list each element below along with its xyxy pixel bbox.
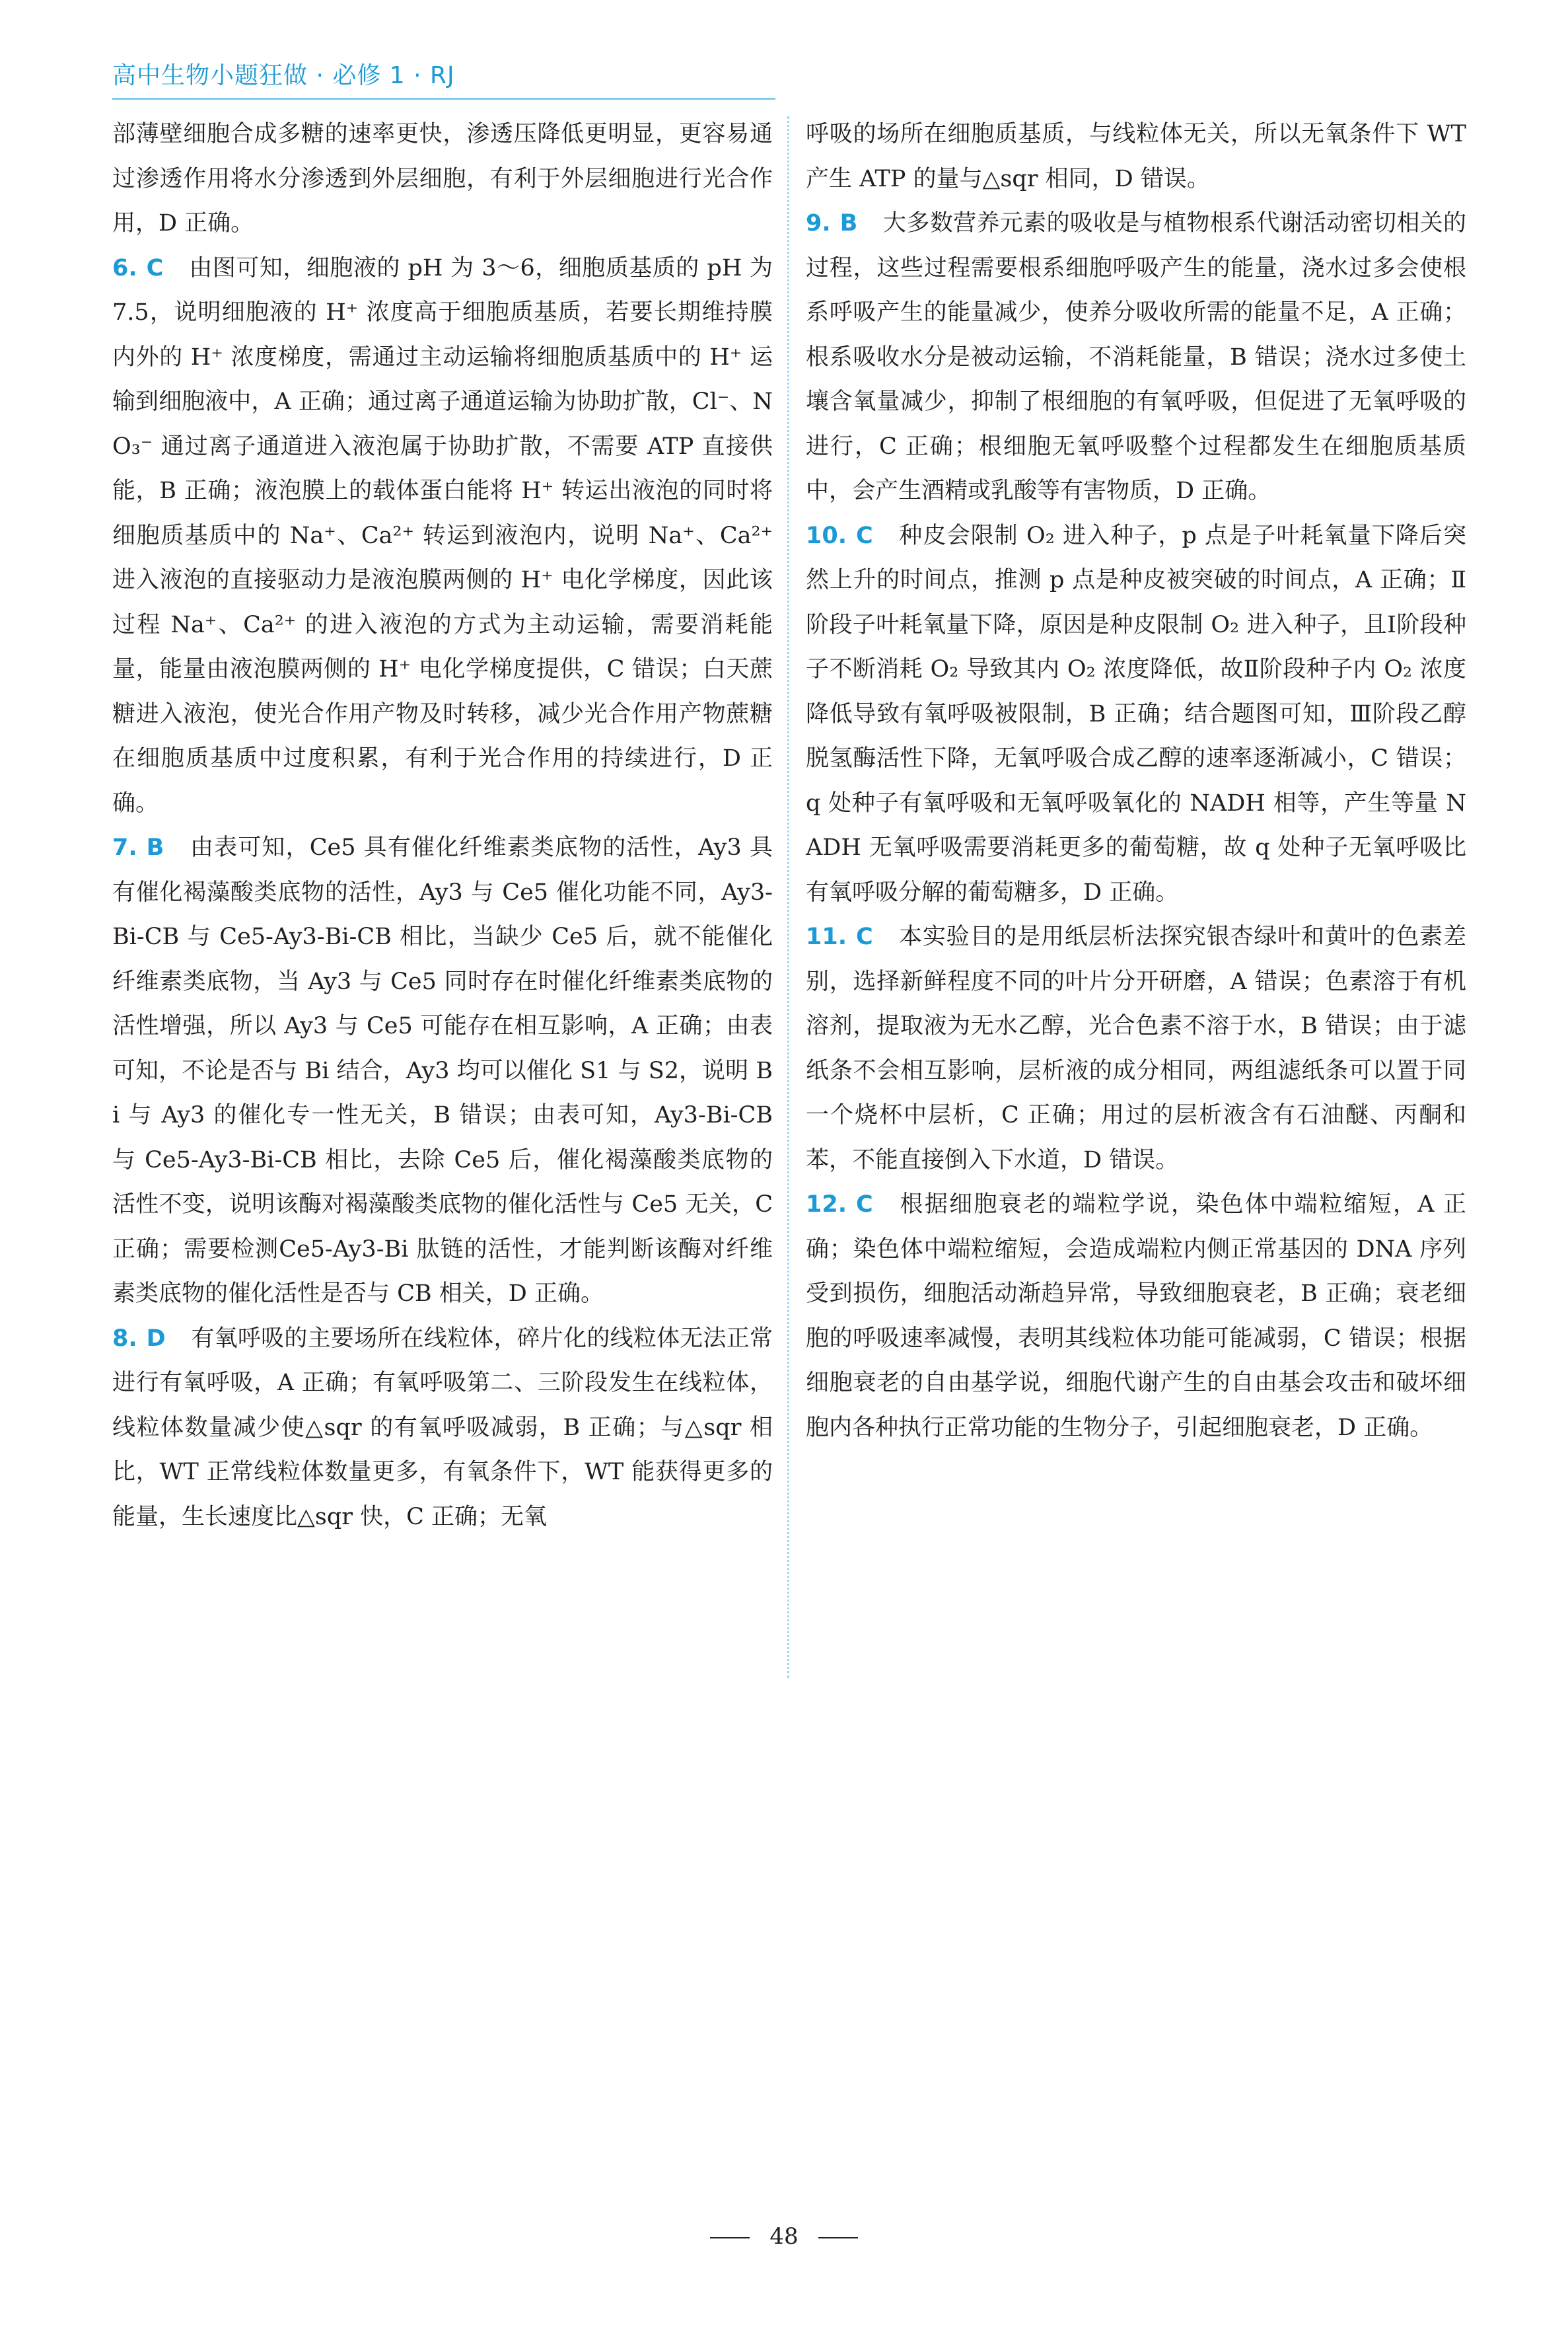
explanation-text: 由表可知，Ce5 具有催化纤维素类底物的活性，Ay3 具有催化褐藻酸类底物的活性，Ay3 与 Ce5 催化功能不同，Ay3-Bi-CB 与 Ce5-Ay3-Bi-CB 相比，当缺少 Ce5 后，就不能催化纤维素类底物，当 Ay3 与 Ce5 同时存在时催化纤维素类底物的活性增强，所以 Ay3 与 Ce5 可能存在相互影响，A 正确；由表可知，不论是否与 Bi 结合，Ay3 均可以催化 S1 与 S2，说明 Bi 与 Ay3 的催化专一性无关，B 错误；由表可知，Ay3-Bi-CB 与 Ce5-Ay3-Bi-CB 相比，去除 Ce5 后，催化褐藻酸类底物的活性不变，说明该酶对褐藻酸类底物的催化活性与 Ce5 无关，C 正确；需要检测Ce5-Ay3-Bi 肽链的活性，才能判断该酶对纤维素类底物的催化活性是否与 CB 相关，D 正确。 [112,834,773,1307]
explanation-text: 根据细胞衰老的端粒学说，染色体中端粒缩短，A 正确；染色体中端粒缩短，会造成端粒内侧正常基因的 DNA 序列受到损伤，细胞活动渐趋异常，导致细胞衰老，B 正确；衰老细胞的呼吸速率减慢，表明其线粒体功能可能减弱，C 错误；根据细胞衰老的自由基学说，细胞代谢产生的自由基会攻击和破坏细胞内各种执行正常功能的生物分子，引起细胞衰老，D 正确。 [806,1191,1466,1441]
answer-letter: C [856,522,873,549]
left-column [112,112,773,1539]
continued-text: 呼吸的场所在细胞质基质，与线粒体无关，所以无氧条件下 WT 产生 ATP 的量与△sqr 相同，D 错误。 [806,121,1466,192]
question-number: 9. [806,210,831,237]
answer-item-10 [806,514,1466,916]
answer-letter: B [839,210,858,237]
answer-letter: C [146,254,164,281]
explanation-text: 大多数营养元素的吸收是与植物根系代谢活动密切相关的过程，这些过程需要根系细胞呼吸产生的能量，浇水过多会使根系呼吸产生的能量减少，使养分吸收所需的能量不足，A 正确；根系吸收水分是被动运输，不消耗能量，B 错误；浇水过多使土壤含氧量减少，抑制了根细胞的有氧呼吸，但促进了无氧呼吸的进行，C 正确；根细胞无氧呼吸整个过程都发生在细胞质基质中，会产生酒精或乳酸等有害物质，D 正确。 [806,210,1466,504]
header-rule [112,98,775,100]
right-column [806,112,1466,1450]
answer-letter: D [146,1325,166,1352]
footer-dash-left [710,2237,750,2238]
question-number: 12. [806,1191,847,1218]
answer-letter: B [146,834,164,861]
answer-item-7 [112,826,773,1317]
book-title: 高中生物小题狂做 · 必修 1 · RJ [112,62,455,89]
question-number: 6. [112,254,137,281]
explanation-text: 本实验目的是用纸层析法探究银杏绿叶和黄叶的色素差别，选择新鲜程度不同的叶片分开研磨，A 错误；色素溶于有机溶剂，提取液为无水乙醇，光合色素不溶于水，B 错误；由于滤纸条不会相互影响，层析液的成分相同，两组滤纸条可以置于同一个烧杯中层析，C 正确；用过的层析液含有石油醚、丙酮和苯，不能直接倒入下水道，D 错误。 [806,924,1466,1173]
question-number: 7. [112,834,137,861]
question-number: 11. [806,924,847,950]
answer-item-8 [112,1317,773,1540]
page-footer [0,2220,1568,2253]
answer-item-11 [806,915,1466,1183]
explanation-text: 由图可知，细胞液的 pH 为 3～6，细胞质基质的 pH 为 7.5，说明细胞液的 H⁺ 浓度高于细胞质基质，若要长期维持膜内外的 H⁺ 浓度梯度，需通过主动运输将细胞质基质中的 H⁺ 运输到细胞液中，A 正确；通过离子通道运输为协助扩散，Cl⁻、NO₃⁻ 通过离子通道进入液泡属于协助扩散，不需要 ATP 直接供能，B 正确；液泡膜上的载体蛋白能将 H⁺ 转运出液泡的同时将细胞质基质中的 Na⁺、Ca²⁺ 转运到液泡内，说明 Na⁺、Ca²⁺ 进入液泡的直接驱动力是液泡膜两侧的 H⁺ 电化学梯度，因此该过程 Na⁺、Ca²⁺ 的进入液泡的方式为主动运输，需要消耗能量，能量由液泡膜两侧的 H⁺ 电化学梯度提供，C 错误；白天蔗糖进入液泡，使光合作用产物及时转移，减少光合作用产物蔗糖在细胞质基质中过度积累，有利于光合作用的持续进行，D 正确。 [112,254,773,817]
page-header [112,58,1460,104]
answer-letter: C [856,924,873,950]
question-number: 8. [112,1325,137,1352]
explanation-text: 种皮会限制 O₂ 进入种子，p 点是子叶耗氧量下降后突然上升的时间点，推测 p 点是种皮被突破的时间点，A 正确；Ⅱ阶段子叶耗氧量下降，原因是种皮限制 O₂ 进入种子，且Ⅰ阶段种子不断消耗 O₂ 导致其内 O₂ 浓度降低，故Ⅱ阶段种子内 O₂ 浓度降低导致有氧呼吸被限制，B 正确；结合题图可知，Ⅲ阶段乙醇脱氢酶活性下降，无氧呼吸合成乙醇的速率逐渐减小，C 错误；q 处种子有氧呼吸和无氧呼吸氧化的 NADH 相等，产生等量 NADH 无氧呼吸需要消耗更多的葡萄糖，故 q 处种子无氧呼吸比有氧呼吸分解的葡萄糖多，D 正确。 [806,522,1466,906]
answer-letter: C [856,1191,873,1218]
answer-item-6 [112,246,773,827]
continued-text: 部薄壁细胞合成多糖的速率更快，渗透压降低更明显，更容易通过渗透作用将水分渗透到外层细胞，有利于外层细胞进行光合作用，D 正确。 [112,121,773,237]
answer-item-12 [806,1183,1466,1450]
footer-dash-right [818,2237,858,2238]
answer-item-9 [806,202,1466,514]
explanation-text: 有氧呼吸的主要场所在线粒体，碎片化的线粒体无法正常进行有氧呼吸，A 正确；有氧呼吸第二、三阶段发生在线粒体，线粒体数量减少使△sqr 的有氧呼吸减弱，B 正确；与△sqr 相比，WT 正常线粒体数量更多，有氧条件下，WT 能获得更多的能量，生长速度比△sqr 快，C 正确；无氧 [112,1325,773,1530]
page-number: 48 [769,2223,799,2250]
question-number: 10. [806,522,847,549]
column-divider [787,116,789,1678]
